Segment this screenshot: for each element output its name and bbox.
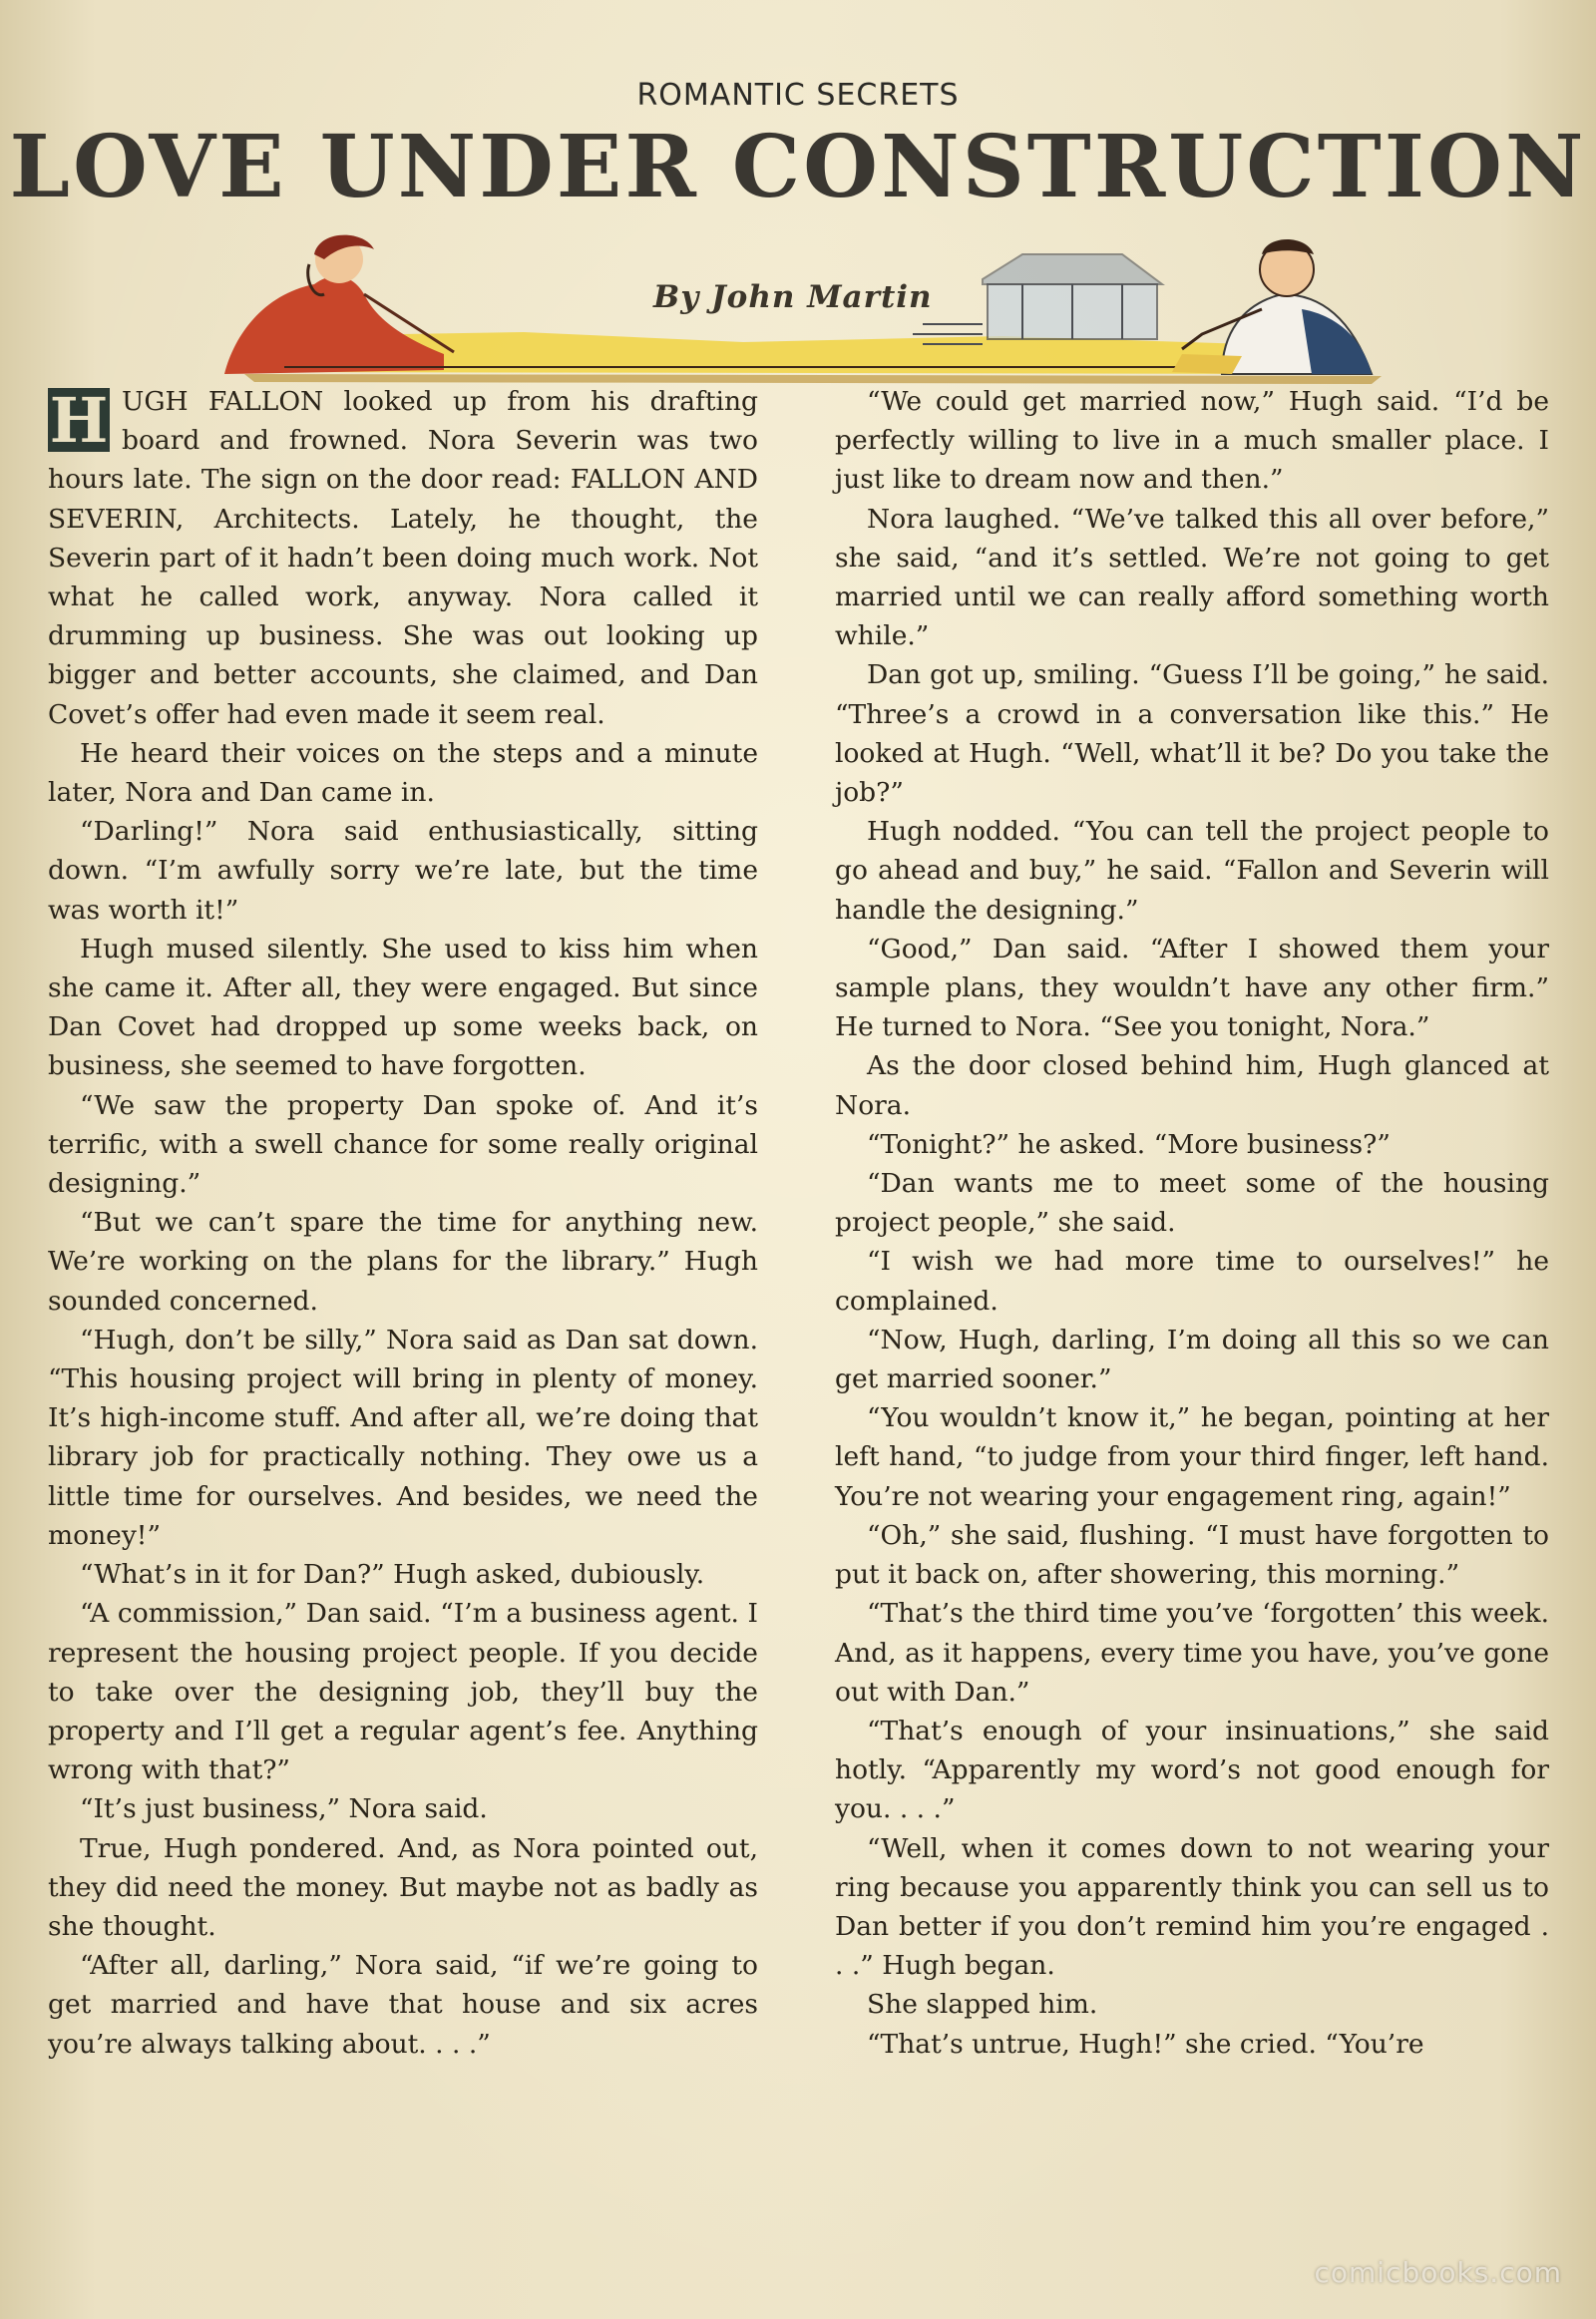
paragraph: “What’s in it for Dan?” Hugh asked, dubiously.: [80, 1559, 705, 1591]
paragraph-text: UGH FALLON looked up from his drafting board and frowned. Nora Severin was two hours late. The sign on the door read: FALLON AND SEVERIN, Architects. Lately, he thought, the Severin part of it hadn’t been doing much work. Not what he called work, anyway. Nora called it drumming up business. She was out looking up bigger and better accounts, she claimed, and Dan Covet’s offer had even made it seem real.: [48, 386, 758, 730]
paragraph: “We could get married now,” Hugh said. “I’d be perfectly willing to live in a much smaller place. I just like to dream now and then.”: [835, 386, 1549, 496]
paragraph: She slapped him.: [867, 1989, 1098, 2021]
paragraph: Hugh mused silently. She used to kiss him when she came it. After all, they were engaged. But since Dan Covet had dropped up some weeks back, on business, she seemed to have forgotten.: [48, 933, 758, 1082]
paragraph: “Hugh, don’t be silly,” Nora said as Dan sat down. “This housing project will bring in plenty of money. It’s high-income stuff. And after all, we’re doing that library job for practically nothing. They owe us a little time for ourselves. And besides, we need the money!”: [48, 1324, 758, 1551]
paragraph: “Good,” Dan said. “After I showed them your sample plans, they wouldn’t have any other firm.” He turned to Nora. “See you tonight, Nora.”: [835, 933, 1549, 1043]
paragraph: Hugh nodded. “You can tell the project people to go ahead and buy,” he said. “Fallon and Severin will handle the designing.”: [835, 816, 1549, 926]
paragraph: “Well, when it comes down to not wearing your ring because you apparently think you can sell us to Dan better if you don’t remind him you’re engaged . . .” Hugh began.: [835, 1832, 1549, 1982]
paragraph: “Oh,” she said, flushing. “I must have forgotten to put it back on, after showering, this morning.”: [835, 1519, 1549, 1591]
woman-drafting-illustration: [224, 235, 454, 374]
paragraph: “That’s untrue, Hugh!” she cried. “You’re: [867, 2028, 1424, 2060]
paragraph: “You wouldn’t know it,” he began, pointing at her left hand, “to judge from your third finger, left hand. You’re not wearing your engagement ring, again!”: [835, 1402, 1549, 1512]
paragraph: “That’s the third time you’ve ‘forgotten’ this week. And, as it happens, every time you have, you’ve gone out with Dan.”: [835, 1598, 1549, 1708]
paragraph: “Tonight?” he asked. “More business?”: [867, 1128, 1391, 1160]
paragraph: He heard their voices on the steps and a minute later, Nora and Dan came in.: [48, 737, 758, 809]
left-column: [48, 382, 758, 2064]
byline: By John Martin: [653, 279, 933, 315]
paragraph: As the door closed behind him, Hugh glanced at Nora.: [835, 1050, 1549, 1121]
right-column: [835, 382, 1549, 2064]
paragraph: “That’s enough of your insinuations,” she said hotly. “Apparently my word’s not good enough for you. . . .”: [835, 1715, 1549, 1825]
story-title: LOVE UNDER CONSTRUCTION: [9, 117, 1587, 217]
paragraph: “We saw the property Dan spoke of. And it’s terrific, with a swell chance for some really original designing.”: [48, 1089, 758, 1200]
paragraph: “Now, Hugh, darling, I’m doing all this so we can get married sooner.”: [835, 1324, 1549, 1395]
paragraph: True, Hugh pondered. And, as Nora pointed out, they did need the money. But maybe not as badly as she thought.: [48, 1832, 758, 1942]
watermark: comicbooks.com: [1314, 2256, 1562, 2289]
paragraph: “After all, darling,” Nora said, “if we’re going to get married and have that house and six acres you’re always talking about. . . .”: [48, 1950, 758, 2060]
paragraph: “But we can’t spare the time for anything new. We’re working on the plans for the library.” Hugh sounded concerned.: [48, 1207, 758, 1317]
paragraph: “I wish we had more time to ourselves!” he complained.: [835, 1246, 1549, 1317]
paragraph: “Darling!” Nora said enthusiastically, sitting down. “I’m awfully sorry we’re late, but the time was worth it!”: [48, 816, 758, 926]
series-title: ROMANTIC SECRETS: [636, 78, 960, 113]
drop-cap: H: [49, 384, 109, 457]
paragraph: “It’s just business,” Nora said.: [80, 1793, 488, 1825]
paragraph: Dan got up, smiling. “Guess I’ll be going,” he said. “Three’s a crowd in a conversation like this.” He looked at Hugh. “Well, what’ll it be? Do you take the job?”: [835, 659, 1549, 809]
paragraph: Nora laughed. “We’ve talked this all over before,” she said, “and it’s settled. We’re not going to get married until we can really afford something worth while.”: [835, 503, 1549, 652]
paragraph: “Dan wants me to meet some of the housing project people,” she said.: [835, 1168, 1549, 1239]
house-sketch-illustration: [913, 254, 1162, 344]
paragraph: [48, 382, 758, 734]
paragraph: “A commission,” Dan said. “I’m a business agent. I represent the housing project people. If you decide to take over the designing job, they’ll buy the property and I’ll get a regular agent’s fee. Anything wrong with that?”: [48, 1598, 758, 1786]
